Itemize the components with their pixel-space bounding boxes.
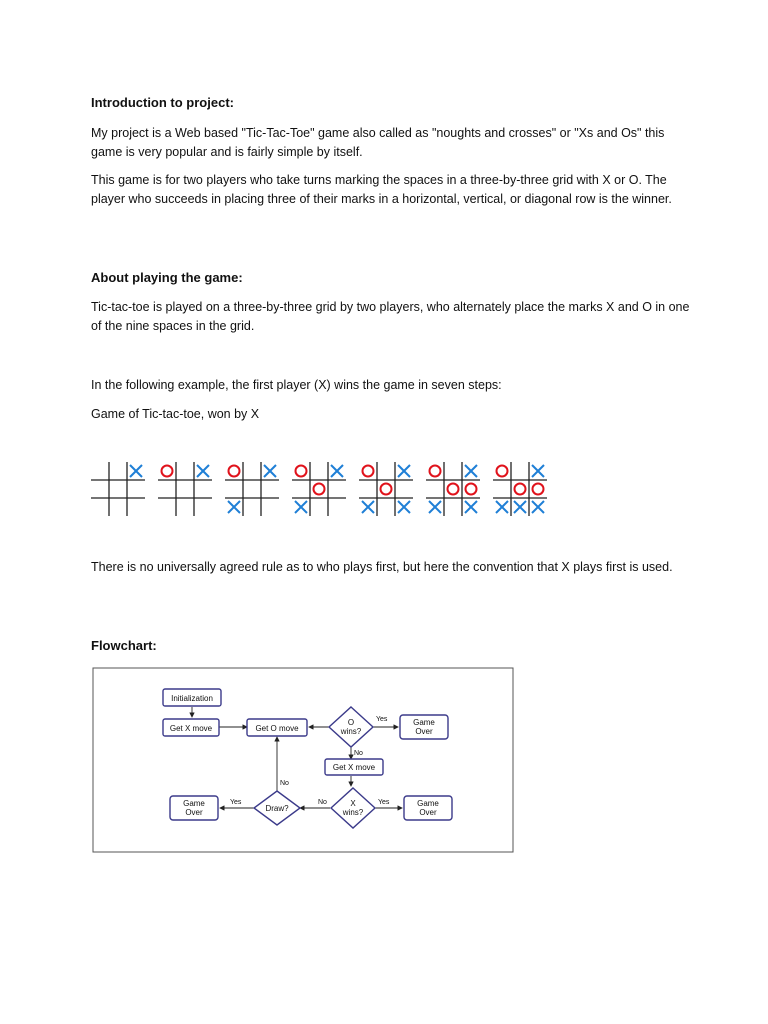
x-mark bbox=[532, 501, 544, 513]
label-yes-1: Yes bbox=[376, 716, 388, 723]
x-mark bbox=[465, 501, 477, 513]
o-mark bbox=[381, 484, 392, 495]
board-step-5 bbox=[359, 462, 413, 516]
board-step-6 bbox=[426, 462, 480, 516]
intro-paragraph-1: My project is a Web based "Tic-Tac-Toe" game also called as "noughts and crosses" or "Xs and Os" this game is very popular and is fairly simple by itself. bbox=[91, 126, 665, 159]
label-get-x-move-2: Get X move bbox=[332, 763, 376, 772]
label-o-wins-1: O bbox=[347, 718, 355, 727]
x-mark bbox=[514, 501, 526, 513]
x-mark bbox=[398, 465, 410, 477]
label-o-wins-2: wins? bbox=[340, 727, 362, 736]
label-game-over-1b: Over bbox=[415, 727, 433, 736]
label-x-wins-1: X bbox=[350, 799, 356, 808]
game-caption: Game of Tic-tac-toe, won by X bbox=[91, 407, 260, 421]
board-step-3 bbox=[225, 462, 279, 516]
x-mark bbox=[331, 465, 343, 477]
label-initialization: Initialization bbox=[171, 694, 213, 703]
o-mark bbox=[497, 466, 508, 477]
board-step-2 bbox=[158, 462, 212, 516]
o-mark bbox=[296, 466, 307, 477]
heading-playing: About playing the game: bbox=[91, 270, 243, 285]
example-paragraph: In the following example, the first player (X) wins the game in seven steps: bbox=[91, 378, 502, 392]
intro-paragraph-2: This game is for two players who take turns marking the spaces in a three-by-three grid with X or O. The player who succeeds in placing three of their marks in a horizontal, vertical, or diagonal row is the winner. bbox=[91, 173, 672, 206]
label-draw: Draw? bbox=[265, 804, 289, 813]
heading-introduction: Introduction to project: bbox=[91, 95, 234, 110]
x-mark bbox=[429, 501, 441, 513]
label-game-over-3a: Game bbox=[417, 799, 439, 808]
x-mark bbox=[197, 465, 209, 477]
o-mark bbox=[533, 484, 544, 495]
x-mark bbox=[496, 501, 508, 513]
o-mark bbox=[229, 466, 240, 477]
label-get-x-move: Get X move bbox=[169, 724, 213, 733]
board-step-4 bbox=[292, 462, 346, 516]
label-game-over-2a: Game bbox=[183, 799, 205, 808]
convention-paragraph: There is no universally agreed rule as to who plays first, but here the convention that X plays first is used. bbox=[91, 560, 673, 574]
board-step-7 bbox=[493, 462, 547, 516]
x-mark bbox=[398, 501, 410, 513]
x-mark bbox=[465, 465, 477, 477]
heading-flowchart: Flowchart: bbox=[91, 638, 157, 653]
o-mark bbox=[363, 466, 374, 477]
o-mark bbox=[162, 466, 173, 477]
o-mark bbox=[448, 484, 459, 495]
label-no-3: No bbox=[318, 799, 327, 806]
label-yes-3: Yes bbox=[378, 799, 390, 806]
label-game-over-1a: Game bbox=[413, 718, 435, 727]
label-game-over-2b: Over bbox=[185, 808, 203, 817]
label-x-wins-2: wins? bbox=[342, 808, 364, 817]
board-step-1 bbox=[91, 462, 145, 516]
o-mark bbox=[430, 466, 441, 477]
x-mark bbox=[362, 501, 374, 513]
x-mark bbox=[295, 501, 307, 513]
x-mark bbox=[264, 465, 276, 477]
o-mark bbox=[314, 484, 325, 495]
playing-paragraph: Tic-tac-toe is played on a three-by-three grid by two players, who alternately place the marks X and O in one of the nine spaces in the grid. bbox=[91, 300, 690, 333]
x-mark bbox=[532, 465, 544, 477]
tictactoe-sequence bbox=[88, 458, 558, 520]
flowchart-frame bbox=[93, 668, 513, 852]
label-no-2: No bbox=[280, 780, 289, 787]
o-mark bbox=[515, 484, 526, 495]
label-no-1: No bbox=[354, 750, 363, 757]
label-game-over-3b: Over bbox=[419, 808, 437, 817]
label-yes-2: Yes bbox=[230, 799, 242, 806]
label-get-o-move: Get O move bbox=[255, 724, 299, 733]
flowchart bbox=[92, 667, 516, 857]
x-mark bbox=[228, 501, 240, 513]
o-mark bbox=[466, 484, 477, 495]
x-mark bbox=[130, 465, 142, 477]
